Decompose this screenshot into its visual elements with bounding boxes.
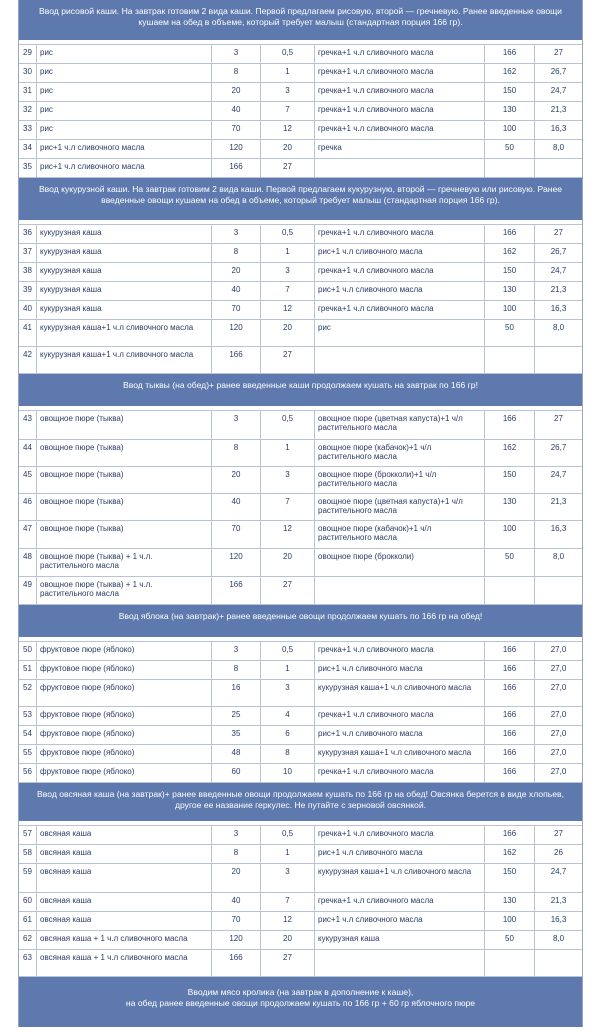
section-banner: Ввод тыквы (на обед)+ ранее введенные каши продолжаем кушать на завтрак по 166 гр! — [19, 374, 582, 406]
other-meal-cell: гречка+1 ч.л сливочного масла — [315, 83, 485, 101]
other-meal-cell: рис+1 ч.л сливочного масла — [315, 661, 485, 679]
table-row — [19, 912, 582, 931]
grams-cell: 3 — [212, 45, 261, 63]
grams-cell: 166 — [212, 347, 261, 373]
day-number-cell: 52 — [19, 680, 37, 706]
table-row — [19, 467, 582, 494]
food-item-cell: овсяная каша + 1 ч.л сливочного масла — [37, 931, 212, 949]
other-grams-cell: 50 — [485, 549, 535, 576]
other-grams-cell: 50 — [485, 140, 535, 158]
other-meal-cell: гречка+1 ч.л сливочного масла — [315, 45, 485, 63]
day-number-cell: 51 — [19, 661, 37, 679]
other-grams-cell: 166 — [485, 726, 535, 744]
day-number-cell: 47 — [19, 521, 37, 548]
table-row — [19, 845, 582, 864]
day-number-cell: 41 — [19, 320, 37, 346]
other-meal-cell: гречка+1 ч.л сливочного масла — [315, 102, 485, 120]
day-number-cell: 37 — [19, 244, 37, 262]
day-number-cell: 36 — [19, 225, 37, 243]
other-grams-cell: 130 — [485, 102, 535, 120]
portion-cell: 3 — [261, 467, 315, 493]
food-item-cell: кукурузная каша — [37, 301, 212, 319]
grams-cell: 70 — [212, 121, 261, 139]
other-meal-cell: кукурузная каша — [315, 931, 485, 949]
portion-cell: 1 — [261, 64, 315, 82]
other-portion-cell: 8,0 — [552, 323, 565, 332]
food-item-cell: овсяная каша — [37, 845, 212, 863]
grams-cell: 20 — [212, 864, 261, 892]
grams-cell: 3 — [212, 411, 261, 439]
grams-cell: 70 — [212, 301, 261, 319]
other-portion-cell: 16,3 — [550, 124, 567, 133]
banner-line: Вводим мясо кролика (на завтрак в дополнение к каше), — [187, 987, 414, 997]
food-item-cell: овощное пюре (тыква) — [37, 494, 212, 520]
day-number-cell: 59 — [19, 864, 37, 892]
table-row — [19, 549, 582, 577]
grams-cell: 8 — [212, 244, 261, 262]
grams-cell: 8 — [212, 64, 261, 82]
table-row — [19, 102, 582, 121]
section-banner: Ввод кукурузной каши. На завтрак готовим 2 вида каши. Первой предлагаем кукурузную, второй — гречневую или рисовую. Ранее введенные овощи кушаем на обед в объеме, который требует малыш (стандартная порция 166 гр). — [19, 178, 582, 220]
portion-cell: 20 — [261, 931, 315, 949]
other-portion-cell: 27,0 — [550, 729, 567, 738]
portion-cell: 7 — [261, 494, 315, 520]
grams-cell: 120 — [212, 140, 261, 158]
food-item-cell: фруктовое пюре (яблоко) — [37, 661, 212, 679]
other-meal-cell: гречка+1 ч.л сливочного масла — [315, 263, 485, 281]
day-number-cell: 44 — [19, 440, 37, 466]
other-meal-cell: гречка+1 ч.л сливочного масла — [315, 642, 485, 660]
portion-cell: 12 — [261, 301, 315, 319]
table-row — [19, 263, 582, 282]
day-number-cell: 57 — [19, 826, 37, 844]
other-grams-cell: 50 — [485, 931, 535, 949]
portion-cell: 1 — [261, 244, 315, 262]
portion-cell: 12 — [261, 912, 315, 930]
table-row — [19, 494, 582, 521]
portion-cell: 3 — [261, 83, 315, 101]
day-number-cell: 58 — [19, 845, 37, 863]
other-portion-cell: 27,0 — [550, 683, 567, 692]
table-row — [19, 680, 582, 707]
food-item-cell: кукурузная каша — [37, 244, 212, 262]
food-item-cell: овощное пюре (тыква) — [37, 467, 212, 493]
table-row — [19, 440, 582, 467]
portion-cell: 4 — [261, 707, 315, 725]
food-item-cell: овсяная каша + 1 ч.л сливочного масла — [37, 950, 212, 976]
day-number-cell: 56 — [19, 764, 37, 782]
other-portion-cell: 24,7 — [550, 867, 567, 876]
portion-cell: 0,5 — [261, 411, 315, 439]
other-portion-cell: 24,7 — [550, 86, 567, 95]
other-portion-cell: 16,3 — [550, 304, 567, 313]
portion-cell: 27 — [261, 950, 315, 976]
grams-cell: 120 — [212, 320, 261, 346]
food-item-cell: овощное пюре (тыква) + 1 ч.л. растительного масла — [37, 577, 212, 604]
table-row — [19, 244, 582, 263]
day-number-cell: 55 — [19, 745, 37, 763]
grams-cell: 16 — [212, 680, 261, 706]
grams-cell: 20 — [212, 263, 261, 281]
grams-cell: 70 — [212, 912, 261, 930]
other-portion-cell: 8,0 — [552, 552, 565, 561]
grams-cell: 48 — [212, 745, 261, 763]
other-portion-cell: 21,3 — [550, 105, 567, 114]
food-item-cell: овсяная каша — [37, 893, 212, 911]
other-portion-cell: 8,0 — [552, 934, 565, 943]
other-meal-cell: гречка+1 ч.л сливочного масла — [315, 121, 485, 139]
grams-cell: 35 — [212, 726, 261, 744]
grams-cell: 70 — [212, 521, 261, 548]
food-item-cell: кукурузная каша — [37, 225, 212, 243]
portion-cell: 0,5 — [261, 642, 315, 660]
other-portion-cell: 24,7 — [550, 266, 567, 275]
table-row — [19, 83, 582, 102]
grams-cell: 40 — [212, 893, 261, 911]
day-number-cell: 50 — [19, 642, 37, 660]
portion-cell: 10 — [261, 764, 315, 782]
grams-cell: 20 — [212, 467, 261, 493]
other-grams-cell — [485, 577, 535, 604]
food-item-cell: овсяная каша — [37, 826, 212, 844]
other-grams-cell: 166 — [485, 680, 535, 706]
other-grams-cell: 130 — [485, 494, 535, 520]
other-grams-cell: 100 — [485, 301, 535, 319]
other-grams-cell — [485, 347, 535, 373]
day-number-cell: 39 — [19, 282, 37, 300]
table-row — [19, 931, 582, 950]
grams-cell: 8 — [212, 845, 261, 863]
other-meal-cell: овощное пюре (цветная капуста)+1 ч/л растительного масла — [315, 494, 485, 520]
other-grams-cell: 162 — [485, 64, 535, 82]
other-grams-cell: 150 — [485, 467, 535, 493]
other-portion-cell: 26,7 — [550, 443, 567, 452]
other-portion-cell: 26,7 — [550, 67, 567, 76]
food-item-cell: овсяная каша — [37, 864, 212, 892]
table-row — [19, 661, 582, 680]
other-meal-cell: овощное пюре (кабачок)+1 ч/л растительного масла — [315, 440, 485, 466]
portion-cell: 8 — [261, 745, 315, 763]
food-item-cell: овощное пюре (тыква) — [37, 440, 212, 466]
grams-cell: 120 — [212, 549, 261, 576]
other-portion-cell: 27 — [554, 829, 563, 838]
day-number-cell: 35 — [19, 159, 37, 177]
other-grams-cell: 130 — [485, 282, 535, 300]
table-row — [19, 521, 582, 549]
section-banner: Ввод яблока (на завтрак)+ ранее введенные овощи продолжаем кушать по 166 гр на обед! — [19, 605, 582, 637]
day-number-cell: 29 — [19, 45, 37, 63]
other-portion-cell: 16,3 — [550, 524, 567, 533]
other-meal-cell: кукурузная каша+1 ч.л сливочного масла — [315, 745, 485, 763]
food-item-cell: овощное пюре (тыква) — [37, 521, 212, 548]
day-number-cell: 46 — [19, 494, 37, 520]
other-grams-cell: 162 — [485, 845, 535, 863]
food-item-cell: рис+1 ч.л сливочного масла — [37, 159, 212, 177]
grams-cell: 166 — [212, 159, 261, 177]
food-item-cell: рис — [37, 83, 212, 101]
portion-cell: 1 — [261, 661, 315, 679]
other-grams-cell: 166 — [485, 707, 535, 725]
table-row — [19, 745, 582, 764]
food-item-cell: овощное пюре (тыква) + 1 ч.л. растительного масла — [37, 549, 212, 576]
other-grams-cell — [485, 159, 535, 177]
other-portion-cell — [535, 347, 582, 373]
other-portion-cell: 27,0 — [550, 767, 567, 776]
portion-cell: 3 — [261, 864, 315, 892]
other-portion-cell — [535, 577, 582, 604]
other-grams-cell: 150 — [485, 864, 535, 892]
table-row — [19, 642, 582, 661]
grams-cell: 166 — [212, 577, 261, 604]
grams-cell: 166 — [212, 950, 261, 976]
food-item-cell: кукурузная каша — [37, 282, 212, 300]
table-row — [19, 864, 582, 893]
table-row — [19, 140, 582, 159]
other-portion-cell: 21,3 — [550, 285, 567, 294]
food-item-cell: овощное пюре (тыква) — [37, 411, 212, 439]
other-grams-cell: 100 — [485, 912, 535, 930]
portion-cell: 3 — [261, 263, 315, 281]
food-item-cell: рис+1 ч.л сливочного масла — [37, 140, 212, 158]
grams-cell: 60 — [212, 764, 261, 782]
other-grams-cell: 162 — [485, 244, 535, 262]
table-row — [19, 320, 582, 347]
table-row — [19, 121, 582, 140]
other-grams-cell: 166 — [485, 411, 535, 439]
portion-cell: 7 — [261, 102, 315, 120]
portion-cell: 12 — [261, 521, 315, 548]
other-meal-cell: кукурузная каша+1 ч.л сливочного масла — [315, 864, 485, 892]
other-portion-cell: 27 — [554, 414, 563, 423]
other-meal-cell: овощное пюре (брокколи)+1 ч/л растительного масла — [315, 467, 485, 493]
other-meal-cell: гречка+1 ч.л сливочного масла — [315, 707, 485, 725]
other-portion-cell: 16,3 — [550, 915, 567, 924]
portion-cell: 20 — [261, 140, 315, 158]
other-grams-cell: 130 — [485, 893, 535, 911]
other-meal-cell: гречка+1 ч.л сливочного масла — [315, 64, 485, 82]
grams-cell: 3 — [212, 826, 261, 844]
other-portion-cell: 27,0 — [550, 748, 567, 757]
table-row — [19, 707, 582, 726]
grams-cell: 25 — [212, 707, 261, 725]
day-number-cell: 62 — [19, 931, 37, 949]
other-meal-cell: рис+1 ч.л сливочного масла — [315, 244, 485, 262]
other-portion-cell: 27 — [554, 228, 563, 237]
portion-cell: 20 — [261, 320, 315, 346]
other-portion-cell — [535, 159, 582, 177]
food-item-cell: фруктовое пюре (яблоко) — [37, 745, 212, 763]
grams-cell: 20 — [212, 83, 261, 101]
table-row — [19, 950, 582, 977]
food-item-cell: рис — [37, 64, 212, 82]
food-item-cell: фруктовое пюре (яблоко) — [37, 707, 212, 725]
table-row — [19, 826, 582, 845]
portion-cell: 27 — [261, 159, 315, 177]
day-number-cell: 33 — [19, 121, 37, 139]
day-number-cell: 38 — [19, 263, 37, 281]
grams-cell: 40 — [212, 282, 261, 300]
other-meal-cell: рис+1 ч.л сливочного масла — [315, 912, 485, 930]
portion-cell: 27 — [261, 577, 315, 604]
other-portion-cell: 8,0 — [552, 143, 565, 152]
portion-cell: 7 — [261, 282, 315, 300]
other-meal-cell — [315, 159, 485, 177]
other-portion-cell: 27,0 — [550, 710, 567, 719]
other-meal-cell: кукурузная каша+1 ч.л сливочного масла — [315, 680, 485, 706]
food-item-cell: рис — [37, 45, 212, 63]
other-grams-cell: 166 — [485, 45, 535, 63]
day-number-cell: 61 — [19, 912, 37, 930]
table-row — [19, 64, 582, 83]
grams-cell: 40 — [212, 494, 261, 520]
table-row — [19, 764, 582, 783]
banner-line: на обед ранее введенные овощи продолжаем кушать по 166 гр + 60 гр яблочного пюре — [125, 998, 476, 1008]
other-meal-cell: рис+1 ч.л сливочного масла — [315, 282, 485, 300]
table-row — [19, 159, 582, 178]
other-grams-cell: 166 — [485, 764, 535, 782]
grams-cell: 8 — [212, 440, 261, 466]
other-grams-cell: 162 — [485, 440, 535, 466]
table-row — [19, 577, 582, 605]
other-grams-cell: 166 — [485, 745, 535, 763]
other-meal-cell: овощное пюре (цветная капуста)+1 ч/л растительного масла — [315, 411, 485, 439]
other-meal-cell: гречка+1 ч.л сливочного масла — [315, 893, 485, 911]
portion-cell: 20 — [261, 549, 315, 576]
table-row — [19, 347, 582, 374]
other-grams-cell: 100 — [485, 521, 535, 548]
other-meal-cell: гречка — [315, 140, 485, 158]
other-portion-cell: 27 — [554, 48, 563, 57]
section-banner: Ввод рисовой каши. На завтрак готовим 2 вида каши. Первой предлагаем рисовую, второй — гречневую. Ранее введенные овощи кушаем на обед в объеме, который требует малыш (стандартная порция 166 гр). — [19, 0, 582, 40]
portion-cell: 6 — [261, 726, 315, 744]
other-grams-cell: 100 — [485, 121, 535, 139]
other-portion-cell — [535, 950, 582, 976]
food-item-cell: овсяная каша — [37, 912, 212, 930]
other-meal-cell: гречка+1 ч.л сливочного масла — [315, 764, 485, 782]
grams-cell: 8 — [212, 661, 261, 679]
other-meal-cell — [315, 347, 485, 373]
other-meal-cell: гречка+1 ч.л сливочного масла — [315, 826, 485, 844]
day-number-cell: 30 — [19, 64, 37, 82]
other-meal-cell: рис — [315, 320, 485, 346]
portion-cell: 0,5 — [261, 826, 315, 844]
food-item-cell: кукурузная каша+1 ч.л сливочного масла — [37, 320, 212, 346]
day-number-cell: 32 — [19, 102, 37, 120]
food-item-cell: кукурузная каша — [37, 263, 212, 281]
other-grams-cell: 166 — [485, 642, 535, 660]
portion-cell: 1 — [261, 440, 315, 466]
day-number-cell: 49 — [19, 577, 37, 604]
other-portion-cell: 26 — [554, 848, 563, 857]
day-number-cell: 45 — [19, 467, 37, 493]
portion-cell: 0,5 — [261, 45, 315, 63]
section-banner: Ввод овсяная каша (на завтрак)+ ранее введенные овощи продолжаем кушать по 166 гр на обед! Овсянка берется в виде хлопьев, другое ее название геркулес. Не путайте с зерновой овсянкой. — [19, 783, 582, 821]
food-item-cell: рис — [37, 121, 212, 139]
section-banner-rabbit — [19, 977, 582, 1027]
other-meal-cell — [315, 950, 485, 976]
other-meal-cell: рис+1 ч.л сливочного масла — [315, 726, 485, 744]
day-number-cell: 53 — [19, 707, 37, 725]
day-number-cell: 54 — [19, 726, 37, 744]
other-meal-cell: гречка+1 ч.л сливочного масла — [315, 301, 485, 319]
food-item-cell: фруктовое пюре (яблоко) — [37, 726, 212, 744]
other-meal-cell: рис+1 ч.л сливочного масла — [315, 845, 485, 863]
day-number-cell: 31 — [19, 83, 37, 101]
day-number-cell: 34 — [19, 140, 37, 158]
other-meal-cell — [315, 577, 485, 604]
feeding-schedule-table — [18, 0, 583, 1027]
other-portion-cell: 24,7 — [550, 470, 567, 479]
food-item-cell: кукурузная каша+1 ч.л сливочного масла — [37, 347, 212, 373]
food-item-cell: рис — [37, 102, 212, 120]
table-row — [19, 411, 582, 440]
other-portion-cell: 21,3 — [550, 896, 567, 905]
day-number-cell: 48 — [19, 549, 37, 576]
other-grams-cell: 50 — [485, 320, 535, 346]
day-number-cell: 42 — [19, 347, 37, 373]
food-item-cell: фруктовое пюре (яблоко) — [37, 642, 212, 660]
other-grams-cell: 166 — [485, 826, 535, 844]
other-meal-cell: овощное пюре (брокколи) — [315, 549, 485, 576]
grams-cell: 120 — [212, 931, 261, 949]
table-row — [19, 301, 582, 320]
portion-cell: 0,5 — [261, 225, 315, 243]
other-portion-cell: 27,0 — [550, 645, 567, 654]
portion-cell: 12 — [261, 121, 315, 139]
other-portion-cell: 27,0 — [550, 664, 567, 673]
day-number-cell: 40 — [19, 301, 37, 319]
other-meal-cell: гречка+1 ч.л сливочного масла — [315, 225, 485, 243]
day-number-cell: 60 — [19, 893, 37, 911]
grams-cell: 40 — [212, 102, 261, 120]
grams-cell: 3 — [212, 225, 261, 243]
other-grams-cell — [485, 950, 535, 976]
other-portion-cell: 21,3 — [550, 497, 567, 506]
table-row — [19, 893, 582, 912]
other-grams-cell: 166 — [485, 661, 535, 679]
table-row — [19, 225, 582, 244]
portion-cell: 3 — [261, 680, 315, 706]
table-row — [19, 726, 582, 745]
other-grams-cell: 150 — [485, 263, 535, 281]
food-item-cell: фруктовое пюре (яблоко) — [37, 764, 212, 782]
day-number-cell: 63 — [19, 950, 37, 976]
other-meal-cell: овощное пюре (кабачок)+1 ч/л растительного масла — [315, 521, 485, 548]
other-grams-cell: 166 — [485, 225, 535, 243]
portion-cell: 1 — [261, 845, 315, 863]
other-portion-cell: 26,7 — [550, 247, 567, 256]
other-grams-cell: 150 — [485, 83, 535, 101]
portion-cell: 7 — [261, 893, 315, 911]
food-item-cell: фруктовое пюре (яблоко) — [37, 680, 212, 706]
portion-cell: 27 — [261, 347, 315, 373]
table-row — [19, 282, 582, 301]
table-row — [19, 45, 582, 64]
grams-cell: 3 — [212, 642, 261, 660]
day-number-cell: 43 — [19, 411, 37, 439]
